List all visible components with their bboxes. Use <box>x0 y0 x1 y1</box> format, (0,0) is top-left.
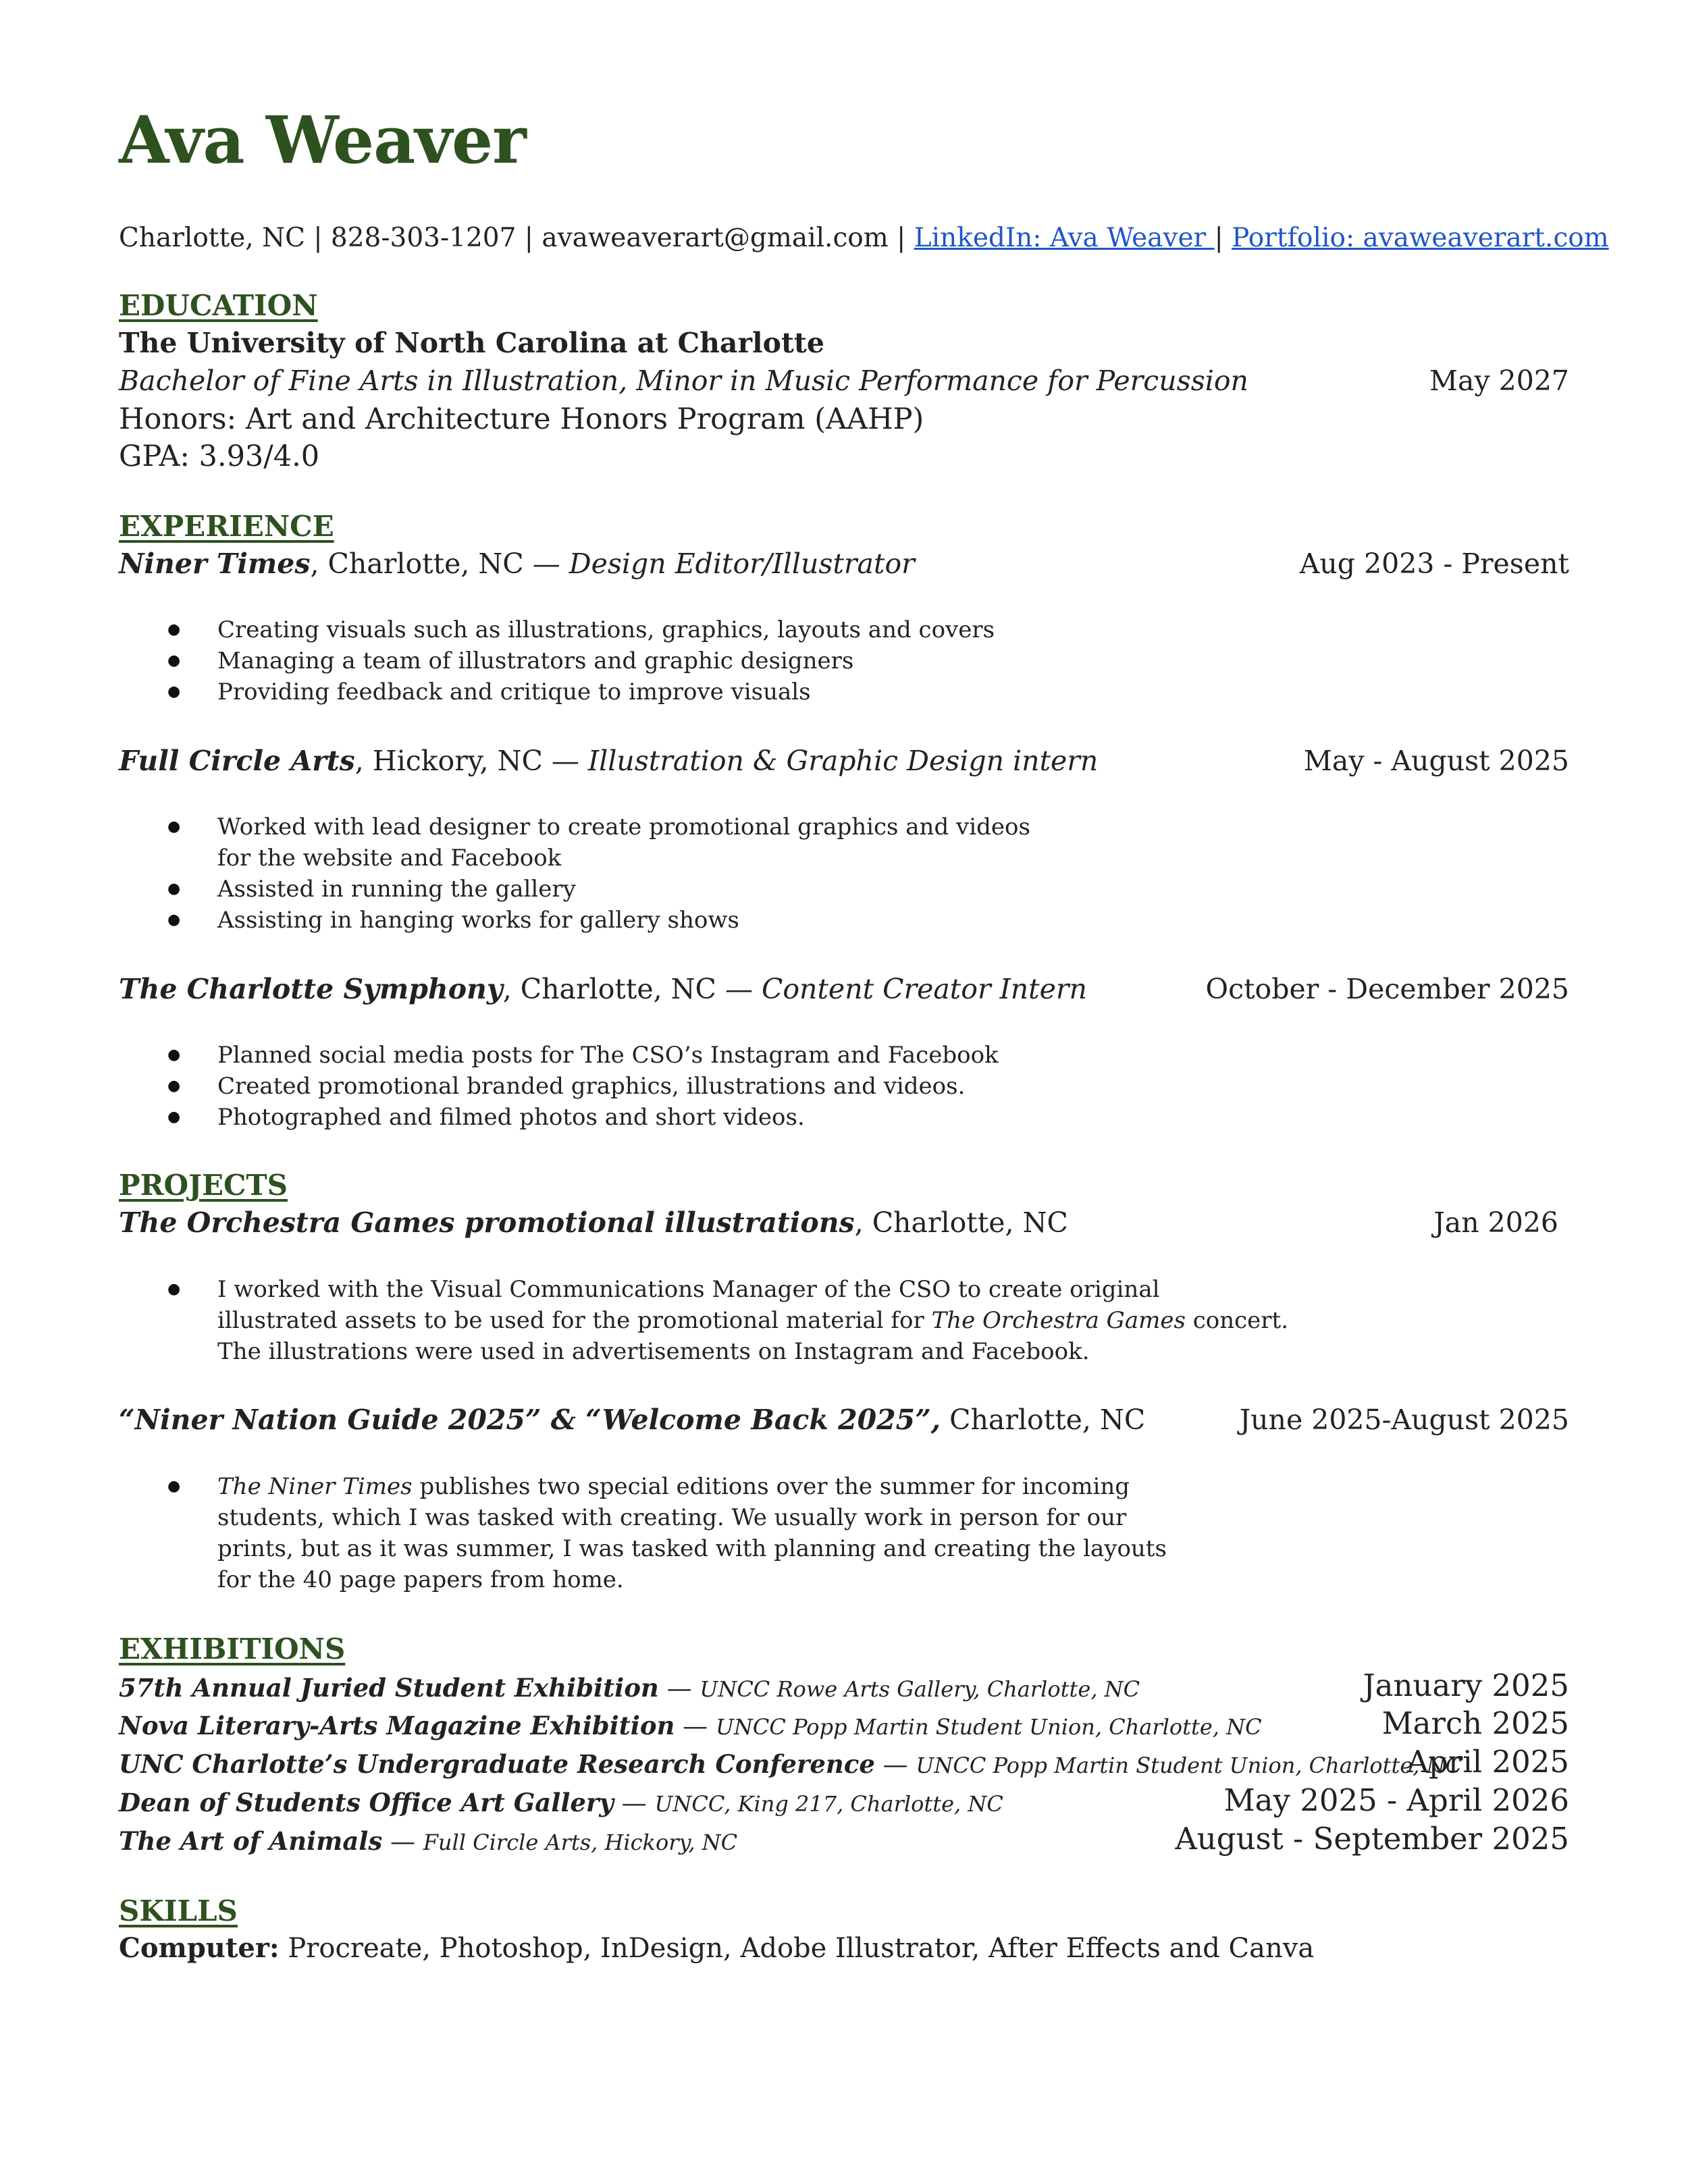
exhibition-item: Dean of Students Office Art Gallery — UNCC, King 217, Charlotte, NC <box>119 1788 1003 1817</box>
exhibition-venue: UNCC, King 217, Charlotte, NC <box>654 1791 1003 1817</box>
experience-role: Design Editor/Illustrator <box>569 548 915 580</box>
education-school: The University of North Carolina at Charlotte <box>119 327 824 359</box>
exhibition-venue: UNCC Popp Martin Student Union, Charlotte, NC <box>715 1714 1262 1740</box>
exhibition-title: 57th Annual Juried Student Exhibition <box>119 1673 659 1703</box>
education-date: May 2027 <box>1429 365 1569 397</box>
section-heading-exhibitions: EXHIBITIONS <box>119 1632 346 1666</box>
project-title <box>119 1206 1068 1239</box>
list-item: ● Photographed and filmed photos and short videos. <box>119 1102 999 1133</box>
contact-details: Charlotte, NC | 828-303-1207 | avaweaverart@gmail.com | <box>119 223 914 253</box>
list-item: ● Assisting in hanging works for gallery shows <box>119 905 1030 936</box>
exhibition-item: 57th Annual Juried Student Exhibition — UNCC Rowe Arts Gallery, Charlotte, NC <box>119 1673 1140 1703</box>
exhibition-item: The Art of Animals — Full Circle Arts, Hickory, NC <box>119 1826 738 1856</box>
project-date: Jan 2026 <box>1433 1206 1558 1239</box>
experience-org: The Charlotte Symphony <box>119 973 503 1005</box>
exhibition-date: May 2025 - April 2026 <box>1223 1782 1569 1818</box>
list-item: ● Assisted in running the gallery <box>119 874 1030 905</box>
experience-location: , Hickory, NC — <box>354 745 588 777</box>
section-heading-skills: SKILLS <box>119 1894 238 1927</box>
exhibition-title: Dean of Students Office Art Gallery <box>119 1788 614 1817</box>
project-location: Charlotte, NC <box>941 1404 1146 1436</box>
list-item: ● Planned social media posts for The CSO’s Instagram and Facebook <box>119 1040 999 1071</box>
project-title <box>119 1404 1145 1436</box>
experience-title <box>119 548 915 580</box>
exhibition-venue: UNCC Rowe Arts Gallery, Charlotte, NC <box>700 1676 1140 1702</box>
skills-value: Procreate, Photoshop, InDesign, Adobe Illustrator, After Effects and Canva <box>279 1933 1315 1964</box>
list-item: ● The Niner Times publishes two special editions over the summer for incoming students, which I was tasked with creating. We usually work in person for our prints, but as it was summer, I was tasked with planning and creating the layouts for the 40 page papers from home. <box>119 1471 1167 1595</box>
list-item: ● Managing a team of illustrators and graphic designers <box>119 645 995 676</box>
project-name: The Orchestra Games promotional illustrations <box>119 1206 855 1239</box>
list-item: ● Created promotional branded graphics, illustrations and videos. <box>119 1071 999 1102</box>
exhibition-date: January 2025 <box>1363 1668 1569 1703</box>
project-date: June 2025-August 2025 <box>1239 1404 1569 1436</box>
experience-org: Niner Times <box>119 548 311 580</box>
exhibition-title: The Art of Animals <box>119 1826 383 1856</box>
experience-date: May - August 2025 <box>1303 745 1569 777</box>
project-name: “Niner Nation Guide 2025” & “Welcome Back 2025”, <box>119 1404 941 1436</box>
experience-bullets <box>119 614 995 708</box>
education-honors: Honors: Art and Architecture Honors Program (AAHP) <box>119 402 924 436</box>
exhibition-date: April 2025 <box>1406 1744 1569 1780</box>
section-heading-experience: EXPERIENCE <box>119 510 334 543</box>
project-location: , Charlotte, NC <box>854 1206 1068 1239</box>
project-bullets <box>119 1274 1288 1367</box>
portfolio-link[interactable]: Portfolio: avaweaverart.com <box>1232 223 1609 253</box>
experience-title <box>119 973 1087 1005</box>
list-item: ● Providing feedback and critique to improve visuals <box>119 676 995 708</box>
skills-line <box>119 1932 1314 1964</box>
contact-line <box>119 223 1609 253</box>
section-heading-projects: PROJECTS <box>119 1169 288 1202</box>
education-degree: Bachelor of Fine Arts in Illustration, Minor in Music Performance for Percussion <box>119 365 1248 397</box>
experience-bullets <box>119 1040 999 1133</box>
exhibition-date: August - September 2025 <box>1175 1821 1569 1857</box>
experience-date: Aug 2023 - Present <box>1299 548 1569 580</box>
list-item: ● I worked with the Visual Communications Manager of the CSO to create original illustrated assets to be used for the promotional material for The Orchestra Games concert. The illustrations were used in advertisements on Instagram and Facebook. <box>119 1274 1288 1367</box>
list-item: ● Creating visuals such as illustrations, graphics, layouts and covers <box>119 614 995 645</box>
exhibition-title: UNC Charlotte’s Undergraduate Research Conference <box>119 1749 875 1779</box>
experience-role: Content Creator Intern <box>762 973 1087 1005</box>
list-item: ● Worked with lead designer to create promotional graphics and videos for the website and Facebook <box>119 811 1030 874</box>
skills-label: Computer: <box>119 1932 280 1964</box>
exhibition-item: Nova Literary-Arts Magazine Exhibition — UNCC Popp Martin Student Union, Charlotte, NC <box>119 1711 1262 1740</box>
experience-date: October - December 2025 <box>1205 973 1569 1005</box>
experience-org: Full Circle Arts <box>119 745 355 777</box>
contact-separator: | <box>1214 223 1223 253</box>
experience-location: , Charlotte, NC — <box>310 548 569 580</box>
experience-title <box>119 745 1098 777</box>
exhibition-venue: UNCC Popp Martin Student Union, Charlotte, NC <box>916 1753 1462 1778</box>
exhibition-item: UNC Charlotte’s Undergraduate Research Conference — UNCC Popp Martin Student Union, Charlotte, NC <box>119 1749 1462 1779</box>
exhibition-venue: Full Circle Arts, Hickory, NC <box>423 1830 738 1855</box>
project-bullets <box>119 1471 1167 1595</box>
exhibition-date: March 2025 <box>1381 1705 1569 1741</box>
experience-bullets <box>119 811 1030 936</box>
exhibition-title: Nova Literary-Arts Magazine Exhibition <box>119 1711 675 1740</box>
experience-location: , Charlotte, NC — <box>502 973 762 1005</box>
section-heading-education: EDUCATION <box>119 289 318 322</box>
linkedin-link[interactable]: LinkedIn: Ava Weaver <box>914 223 1215 253</box>
education-gpa: GPA: 3.93/4.0 <box>119 440 320 473</box>
experience-role: Illustration & Graphic Design intern <box>587 745 1099 777</box>
resume-name: Ava Weaver <box>119 102 526 178</box>
